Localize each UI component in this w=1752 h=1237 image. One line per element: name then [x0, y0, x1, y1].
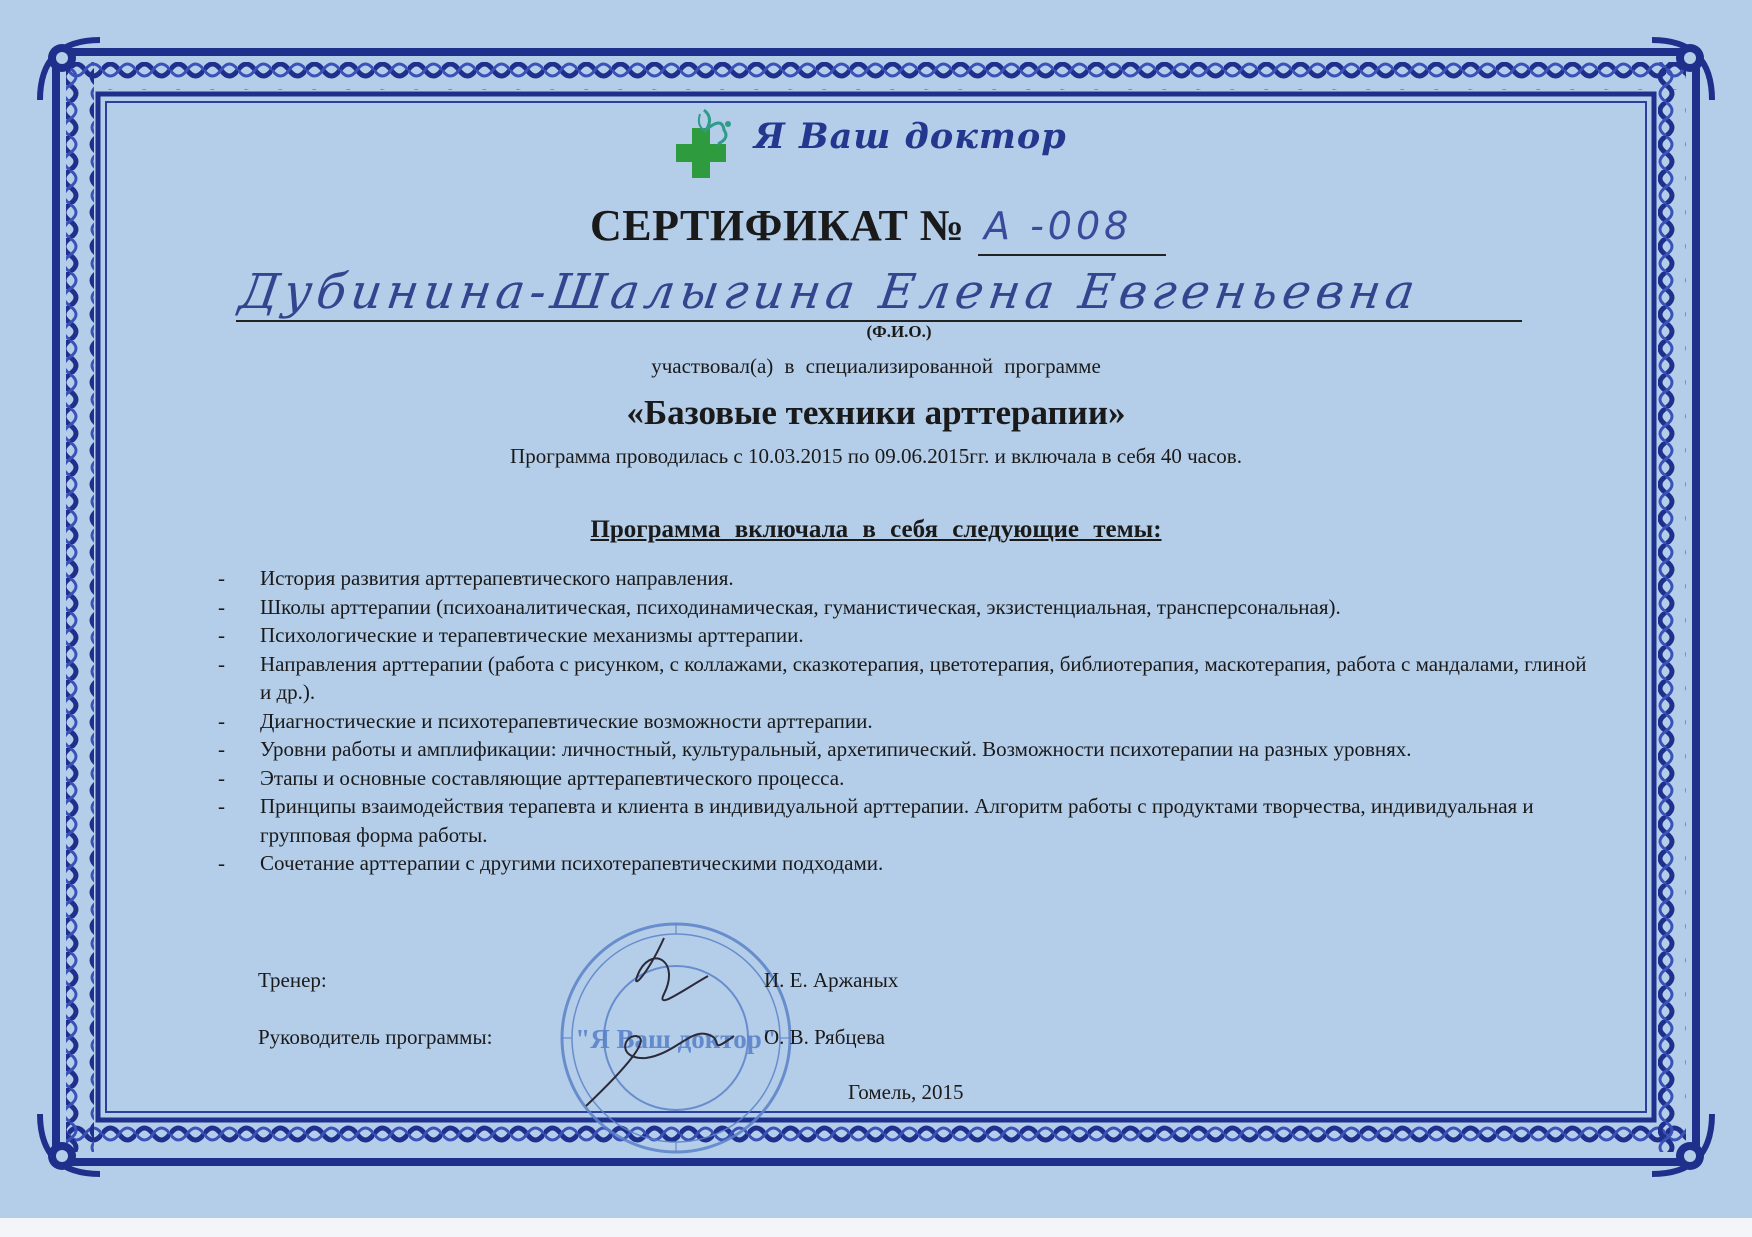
- list-item: [218, 735, 1598, 764]
- bullet-dash: -: [218, 594, 225, 619]
- topic-text: Принципы взаимодействия терапевта и клиента в индивидуальной арттерапии. Алгоритм работы с продуктами творчества, индивидуальная и групповая форма работы.: [260, 794, 1534, 847]
- brand-logo: [666, 104, 1066, 184]
- recipient-name: Дубинина-Шалыгина Елена Евгеньевна: [236, 264, 1424, 320]
- topic-text: Школы арттерапии (психоаналитическая, психодинамическая, гуманистическая, экзистенциальная, трансперсональная).: [260, 594, 1341, 619]
- list-item: [218, 849, 1598, 878]
- certificate-number-field: [978, 206, 1166, 256]
- topic-text: Уровни работы и амплификации: личностный, культуральный, архетипический. Возможности психотерапии на разных уровнях.: [260, 737, 1412, 761]
- trainer-label: Тренер:: [258, 968, 327, 992]
- certificate-title: СЕРТИФИКАТ №: [590, 201, 965, 250]
- program-dates: Программа проводилась с 10.03.2015 по 09.06.2015гг. и включала в себя 40 часов.: [510, 444, 1242, 468]
- topic-text: Направления арттерапии (работа с рисунком, с коллажами, сказкотерапия, цветотерапия, библиотерапия, маскотерапия, работа с мандалами, глиной и др.).: [260, 651, 1587, 704]
- topics-list: [218, 564, 1598, 878]
- stamp-center-text: "Я Ваш доктор": [575, 1024, 777, 1054]
- list-item: [218, 707, 1598, 736]
- list-item: [218, 792, 1598, 849]
- topic-text: История развития арттерапевтического направления.: [260, 566, 734, 590]
- list-item: [218, 621, 1598, 650]
- bullet-dash: -: [218, 765, 225, 790]
- topic-text: Психологические и терапевтические механизмы арттерапии.: [260, 623, 804, 647]
- bullet-dash: -: [218, 566, 225, 590]
- official-stamp: [556, 918, 796, 1158]
- topic-text: Сочетание арттерапии с другими психотерапевтическими подходами.: [260, 851, 884, 875]
- bullet-dash: -: [218, 737, 225, 761]
- topic-text: Диагностические и психотерапевтические возможности арттерапии.: [260, 708, 873, 733]
- list-item: [218, 593, 1598, 622]
- brand-name: Я Ваш доктор: [754, 116, 1067, 157]
- bullet-dash: -: [218, 708, 225, 733]
- bullet-dash: -: [218, 651, 225, 676]
- bullet-dash: -: [218, 794, 225, 818]
- place-and-year: Гомель, 2015: [848, 1080, 964, 1104]
- list-item: [218, 564, 1598, 593]
- bullet-dash: -: [218, 623, 225, 647]
- list-item: [218, 650, 1598, 707]
- list-item: [218, 764, 1598, 793]
- topics-heading: Программа включала в себя следующие темы:: [590, 516, 1162, 543]
- director-name: О. В. Рябцева: [764, 1025, 885, 1049]
- director-label: Руководитель программы:: [258, 1025, 493, 1049]
- bullet-dash: -: [218, 851, 225, 875]
- topic-text: Этапы и основные составляющие арттерапевтического процесса.: [260, 765, 845, 790]
- participated-text: участвовал(а) в специализированной программе: [651, 354, 1101, 378]
- medical-cross-icon: [666, 104, 746, 184]
- trainer-name: И. Е. Аржаных: [764, 968, 899, 992]
- program-name: «Базовые техники арттерапии»: [626, 393, 1126, 432]
- certificate-number: А -008: [984, 204, 1133, 248]
- fio-label: (Ф.И.О.): [866, 322, 932, 341]
